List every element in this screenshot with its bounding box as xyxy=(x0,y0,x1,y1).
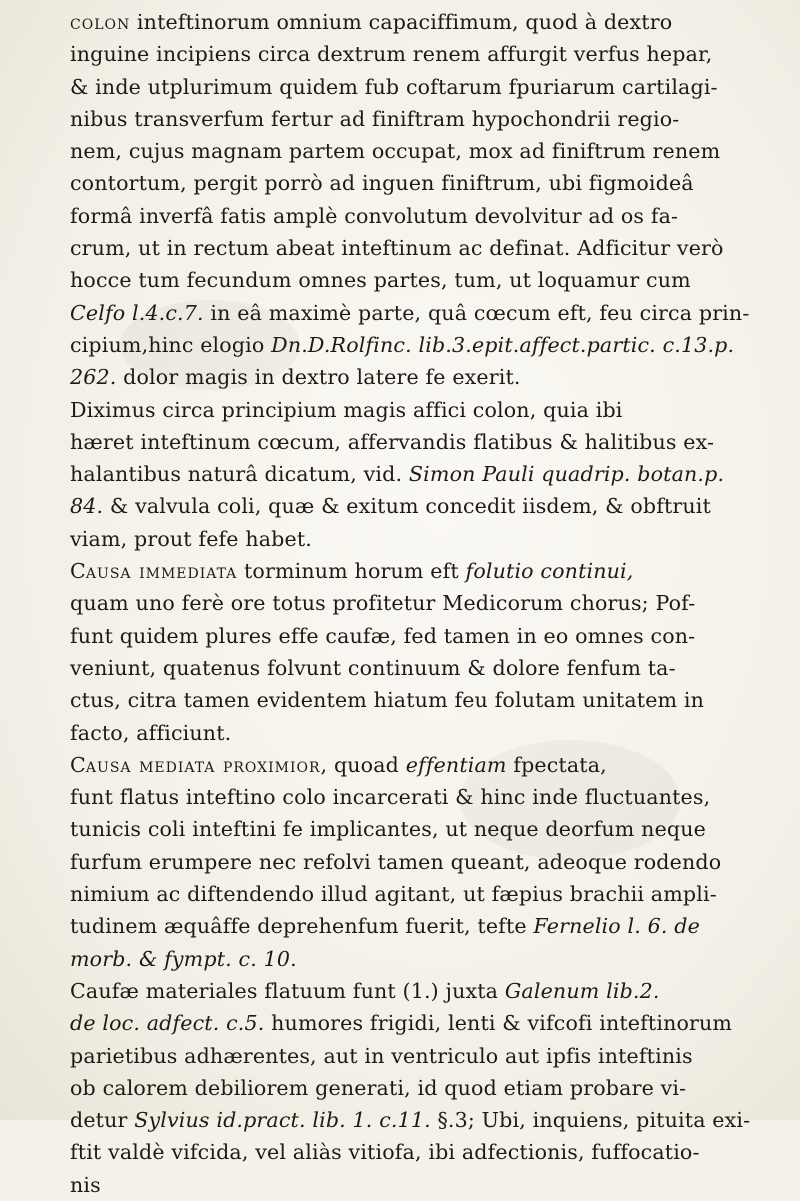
text-line: furfum erumpere nec refolvi tamen queant, adeoque rodendo xyxy=(70,849,722,874)
citation-text: Fernelio l. 6. de xyxy=(533,914,700,939)
text-line: parietibus adhærentes, aut in ventriculo aut ipfis inteftinis xyxy=(70,1043,693,1068)
citation-text: Sylvius id.pract. lib. 1. c.11. xyxy=(134,1108,431,1133)
line-text: §.3; Ubi, inquiens, pituita exi- xyxy=(430,1108,751,1133)
line-text: inteftinorum omnium capaciffimum, quod à dextro xyxy=(130,10,673,34)
text-line: veniunt, quatenus folvunt continuum & dolore fenfum ta- xyxy=(70,655,676,680)
line-text: halantibus naturâ dicatum, vid. xyxy=(70,462,409,487)
line-text: detur xyxy=(70,1108,135,1133)
text-line xyxy=(70,749,760,781)
line-text: humores frigidi, lenti & vifcofi inteftinorum xyxy=(264,1011,733,1036)
line-text: dolor magis in dextro latere fe exerit. xyxy=(116,365,521,390)
text-line xyxy=(70,555,760,587)
line-text: ausa mediata proximior xyxy=(85,752,321,777)
text-line: viam, prout fefe habet. xyxy=(70,526,312,551)
text-line: hocce tum fecundum omnes partes, tum, ut loquamur cum xyxy=(70,268,691,293)
citation-text: 84. xyxy=(70,494,104,519)
line-text: C xyxy=(70,752,86,777)
citation-text: Celfo l.4.c.7. xyxy=(70,300,204,325)
text-line: Diximus circa principium magis affici colon, quia ibi xyxy=(70,397,623,422)
text-line: ob calorem debiliorem generati, id quod etiam probare vi- xyxy=(70,1075,687,1100)
text-line xyxy=(70,6,760,38)
text-line xyxy=(70,329,760,361)
text-line: funt quidem plures effe caufæ, fed tamen in eo omnes con- xyxy=(70,623,696,648)
line-text: Caufæ materiales flatuum funt (1.) juxta xyxy=(70,978,505,1003)
citation-text: 262. xyxy=(70,365,117,390)
text-line: hæret inteftinum cœcum, affervandis flatibus & halitibus ex- xyxy=(70,429,715,454)
citation-text: effentiam xyxy=(405,752,507,777)
text-line: inguine incipiens circa dextrum renem affurgit verfus hepar, xyxy=(70,42,713,67)
text-line: & inde utplurimum quidem fub coftarum fpuriarum cartilagi- xyxy=(70,74,718,99)
text-line: funt flatus inteftino colo incarcerati & hinc inde fluctuantes, xyxy=(70,785,711,810)
citation-text: morb. & fympt. c. 10. xyxy=(70,946,297,971)
text-line xyxy=(70,458,760,490)
text-line: nibus transverfum fertur ad finiftram hypochondrii regio- xyxy=(70,106,680,131)
line-text: & valvula coli, quæ & exitum concedit iisdem, & obftruit xyxy=(103,494,711,519)
text-line: facto, afficiunt. xyxy=(70,720,232,745)
text-line xyxy=(70,975,760,1007)
text-line xyxy=(70,490,760,522)
text-line: nis xyxy=(70,1172,101,1197)
text-line: formâ inverfâ fatis amplè convolutum devolvitur ad os fa- xyxy=(70,203,679,228)
citation-text: de loc. adfect. c.5. xyxy=(70,1011,265,1036)
text-line xyxy=(70,297,760,329)
section-word: colon xyxy=(70,10,131,34)
line-text: tudinem æquâffe deprehenfum fuerit, tefte xyxy=(70,914,534,939)
citation-text: Galenum lib.2. xyxy=(504,978,660,1003)
line-text: torminum horum eft xyxy=(237,559,466,584)
text-line: nimium ac diftendendo illud agitant, ut fæpius brachii ampli- xyxy=(70,882,717,907)
line-text: ausa immediata xyxy=(85,559,238,584)
line-text: in eâ maximè parte, quâ cœcum eft, feu circa prin- xyxy=(203,300,750,325)
text-line: ctus, citra tamen evidentem hiatum feu folutam unitatem in xyxy=(70,688,705,713)
citation-text: Simon Pauli quadrip. botan.p. xyxy=(408,462,725,487)
citation-text: folutio continui, xyxy=(465,559,634,584)
text-line xyxy=(70,910,760,942)
text-line: quam uno ferè ore totus profitetur Medicorum chorus; Pof- xyxy=(70,591,696,616)
text-line xyxy=(70,361,760,393)
text-line: crum, ut in rectum abeat inteftinum ac definat. Adficitur verò xyxy=(70,236,724,261)
text-line xyxy=(70,943,760,975)
text-line: ftit valdè vifcida, vel aliàs vitiofa, ibi adfectionis, fuffocatio- xyxy=(70,1140,700,1165)
text-line xyxy=(70,1104,760,1136)
text-line: tunicis coli inteftini fe implicantes, ut neque deorfum neque xyxy=(70,817,707,842)
line-text: , quoad xyxy=(320,752,406,777)
text-line: contortum, pergit porrò ad inguen finiftrum, ubi figmoideâ xyxy=(70,171,694,196)
line-text: cipium,hinc elogio xyxy=(70,332,272,357)
citation-text: Dn.D.Rolfinc. lib.3.epit.affect.partic. c.13.p. xyxy=(271,332,735,357)
line-text: C xyxy=(70,559,86,584)
body-text xyxy=(70,6,760,1201)
text-line xyxy=(70,1007,760,1039)
text-line: nem, cujus magnam partem occupat, mox ad finiftrum renem xyxy=(70,139,721,164)
line-text: fpectata, xyxy=(506,752,607,777)
